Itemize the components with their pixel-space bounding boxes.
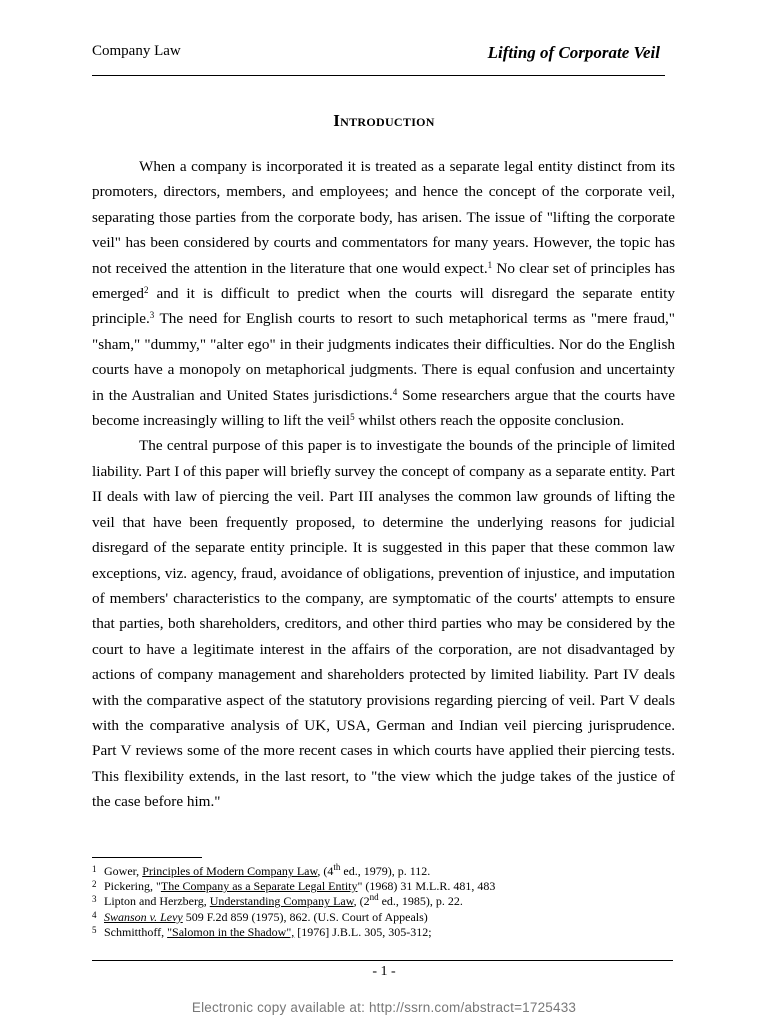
footnote-citation: , (2 [353,894,370,909]
footnote-2 [92,878,675,893]
header-divider [92,75,665,76]
footnote-5 [92,924,675,939]
footnotes [92,863,675,939]
paragraph-1-text-c: and it is difficult to predict when the courts will disregard the separate entity principle. [92,285,675,328]
footnote-ref-2: 2 [144,285,149,296]
footnote-number: 2 [92,879,97,890]
paragraph-1-text-e: Some researchers argue that the courts have become increasingly willing to lift the veil [92,386,676,430]
footnote-author: Gower, [104,864,143,878]
paragraph-1-text-d: The need for English courts to resort to such metaphorical terms as "mere fraud," "sham," "dummy," "alter ego" in their judgments indicates their difficulties. Nor do the English courts have a monopoly on metaphorical judgments. There is equal confusion and uncertainty in the Australian and United States jurisdictions. [92,310,675,404]
header-right-title: Lifting of Corporate Veil [487,43,660,62]
footnote-ref-5: 5 [350,412,355,423]
footnote-citation: 509 F.2d 859 (1975), 862. (U.S. Court of Appeals) [182,909,428,924]
footnote-ref-3: 3 [149,310,155,321]
footnote-author: Schmitthoff, [104,924,168,939]
paragraph-1-text-f: whilst others reach the opposite conclusion. [354,412,625,430]
footnote-number: 5 [92,924,97,935]
footnote-number: 3 [92,894,97,905]
footnote-citation-rest: ed., 1985), p. 22. [378,894,463,909]
footnote-citation: , (4 [317,864,334,878]
footnote-work-link[interactable]: Understanding Company Law [209,894,354,909]
footnote-edition-suffix: nd [369,892,379,903]
body-text [92,154,675,815]
footnote-work-link[interactable]: Principles of Modern Company Law [142,864,318,878]
footnote-divider [92,857,202,858]
header-left-title: Company Law [92,43,181,59]
page-title: Introduction [333,111,435,130]
footnote-author: Pickering, " [104,879,161,894]
footnote-citation-rest: ed., 1979), p. 112. [340,864,431,878]
footnote-4 [92,909,675,924]
page-number: - 1 - [372,964,396,979]
paragraph-1 [92,154,675,433]
footnote-ref-4: 4 [392,386,398,397]
footnote-1 [92,863,675,878]
footnote-number: 1 [92,864,97,874]
footnote-work-link[interactable]: The Company as a Separate Legal Entity [160,879,358,894]
ssrn-watermark[interactable]: Electronic copy available at: http://ssrn.com/abstract=1725433 [191,1000,577,1015]
footnote-work-link[interactable]: Swanson v. Levy [104,909,183,924]
footnote-citation: [1976] J.B.L. 305, 305-312; [294,924,432,939]
footnote-work-link[interactable]: "Salomon in the Shadow", [167,924,295,939]
footnote-3 [92,893,675,908]
footnote-citation: " (1968) 31 M.L.R. 481, 483 [357,879,496,894]
footnote-author: Lipton and Herzberg, [104,894,210,909]
footnote-edition-suffix: th [333,862,341,872]
paragraph-1-text-b: No clear set of principles has emerged [92,259,676,303]
paragraph-2: The central purpose of this paper is to investigate the bounds of the principle of limited liability. Part I of this paper will briefly survey the concept of company as a separate entity. Part II deals with law of piercing the veil. Part III analyses the common law grounds of lifting the veil that have been frequently proposed, to determine the underlying reasons for judicial disregard of the separate entity principle. It is suggested in this paper that these common law exceptions, viz. agency, fraud, avoidance of obligations, prevention of injustice, and imputation of members' characteristics to the company, are symptomatic of the courts' attempts to ensure that parties, both shareholders, creditors, and other third parties who may be considered by the court to have a legitimate interest in the affairs of the corporation, are not disadvantaged by actions of company management and shareholders protected by limited liability. Part IV deals with the comparative aspect of the statutory provisions regarding piercing of veil. Part V deals with the comparative analysis of UK, USA, German and Indian veil piercing jurisprudence. Part V reviews some of the more recent cases in which courts have applied their piercing tests. This flexibility extends, in the last resort, to "the view which the judge takes of the justice of the case before him." [92,437,675,811]
footer-divider [92,960,673,961]
paragraph-1-text-a: When a company is incorporated it is treated as a separate legal entity distinct from its promoters, directors, members, and employees; and hence the concept of the corporate veil, separating those parties from the corporate body, has arisen. The issue of "lifting the corporate veil" has been considered by courts and commentators for many years. However, the topic has not received the attention in the literature that one would expect. [92,158,675,277]
footnote-number: 4 [92,909,97,920]
footnote-ref-1: 1 [487,259,493,270]
